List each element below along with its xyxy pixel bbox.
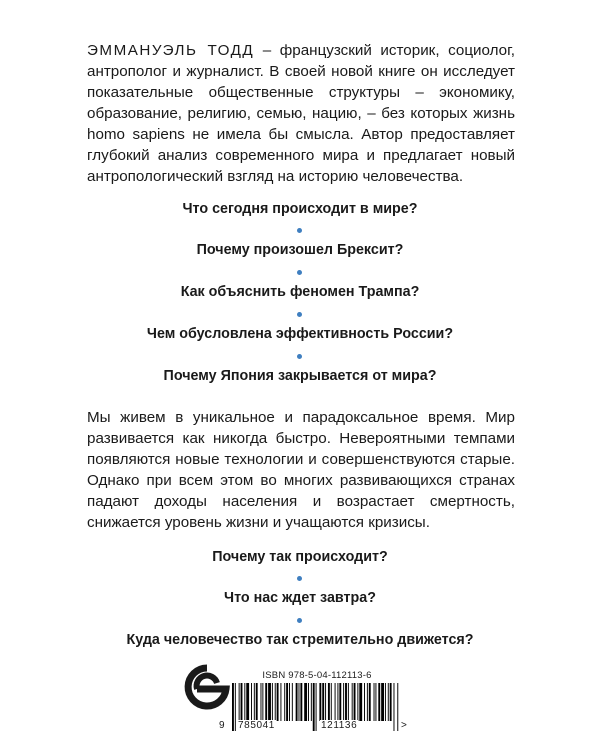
- question-5: Почему Япония закрывается от мира?: [163, 368, 437, 384]
- barcode-bar: [286, 683, 288, 721]
- barcode-bar: [256, 683, 258, 721]
- separator-dot: [297, 228, 302, 233]
- intro-text: [87, 40, 515, 187]
- separator-dot: [297, 576, 302, 581]
- barcode-bar: [311, 683, 312, 721]
- barcode-bar: [364, 683, 365, 721]
- barcode-bar: [300, 683, 302, 721]
- barcode-digits-left: 785041: [238, 720, 275, 731]
- barcode-bar: [335, 683, 336, 721]
- barcode-bar: [239, 683, 240, 721]
- barcode-bar: [277, 683, 279, 721]
- question-6: Почему так происходит?: [212, 549, 388, 565]
- barcode-bar: [232, 683, 234, 731]
- barcode-bar: [262, 683, 263, 721]
- barcode-bar: [296, 683, 298, 721]
- barcode-bar: [246, 683, 249, 721]
- barcode-bar: [390, 683, 392, 721]
- barcode-bar: [357, 683, 358, 721]
- barcode-bar: [394, 683, 395, 731]
- barcode-bar: [268, 683, 271, 721]
- question-3: Как объяснить феномен Трампа?: [180, 284, 420, 300]
- barcode-bar: [254, 683, 255, 721]
- barcode-bar: [275, 683, 276, 721]
- barcode-bar: [397, 683, 398, 731]
- question-8: Куда человечество так стремительно движется?: [126, 632, 474, 648]
- barcode-bar: [374, 683, 375, 721]
- barcode-bar: [265, 683, 267, 721]
- barcode-bar: [385, 683, 386, 721]
- barcode-bar: [272, 683, 273, 721]
- barcode-bar: [235, 683, 236, 731]
- question-7: Что нас ждет завтра?: [224, 590, 376, 606]
- barcode-bar: [328, 683, 330, 721]
- barcode-bar: [348, 683, 349, 721]
- barcode-bar: [313, 683, 315, 731]
- barcode-bar: [251, 683, 252, 721]
- barcode-bar: [299, 683, 300, 721]
- barcode-bar: [337, 683, 338, 721]
- barcode-bar: [345, 683, 347, 721]
- barcode-bar: [359, 683, 362, 721]
- separator-dot: [297, 354, 302, 359]
- barcode-bar: [292, 683, 293, 721]
- question-4: Чем обусловлена эффективность России?: [146, 326, 454, 342]
- barcode-bar: [322, 683, 324, 721]
- barcode-bar: [244, 683, 245, 721]
- barcode-bar: [304, 683, 307, 721]
- barcode-bar: [352, 683, 353, 721]
- separator-dot: [297, 270, 302, 275]
- barcode-bar: [367, 683, 368, 721]
- barcode-bar: [319, 683, 321, 721]
- barcode-bar: [343, 683, 344, 721]
- barcode-bar: [354, 683, 356, 721]
- barcode-bar: [325, 683, 326, 721]
- barcode-bar: [388, 683, 389, 721]
- main-paragraph: Мы живем в уникальное и парадоксальное время. Мир развивается как никогда быстро. Невероятными темпами появляются новые технологии и совершенствуются старые. Однако при всем этом во многих развивающихся странах падают доходы населения и возрастает смертность, снижается уровень жизни и учащаются кризисы.: [87, 409, 515, 531]
- barcode-bar: [378, 683, 380, 721]
- isbn-label: ISBN 978-5-04-112113-6: [262, 670, 372, 681]
- barcode-bar: [280, 683, 281, 721]
- barcode-bar: [331, 683, 332, 721]
- barcode-digits-right: 121136: [321, 720, 358, 731]
- question-1: Что сегодня происходит в мире?: [182, 201, 418, 217]
- barcode-bar: [261, 683, 262, 721]
- barcode-bar: [381, 683, 384, 721]
- barcode-tail: >: [401, 720, 408, 731]
- separator-dot: [297, 312, 302, 317]
- barcode-bar: [369, 683, 371, 721]
- separator-dot: [297, 618, 302, 623]
- barcode-bar: [308, 683, 309, 721]
- barcode-bar: [241, 683, 243, 721]
- barcode-bar: [375, 683, 376, 721]
- barcode-bar: [316, 683, 317, 731]
- barcode-bar: [289, 683, 290, 721]
- intro-body: – французский историк, социолог, антрополог и журналист. В своей новой книге он исследует показательные общественные структуры – экономику, образование, религию, семью, нацию, – без которых жизнь homo sapiens не имела бы смысла. Автор предоставляет глубокий анализ современного мира и предлагает новый антропологический взгляд на историю человечества.: [87, 42, 515, 185]
- question-2: Почему произошел Брексит?: [196, 242, 404, 258]
- barcode-bar: [284, 683, 285, 721]
- barcode-bar: [339, 683, 341, 721]
- barcode-lead-digit: 9: [219, 720, 226, 731]
- author-name: ЭММАНУЭЛЬ ТОДД: [87, 42, 255, 59]
